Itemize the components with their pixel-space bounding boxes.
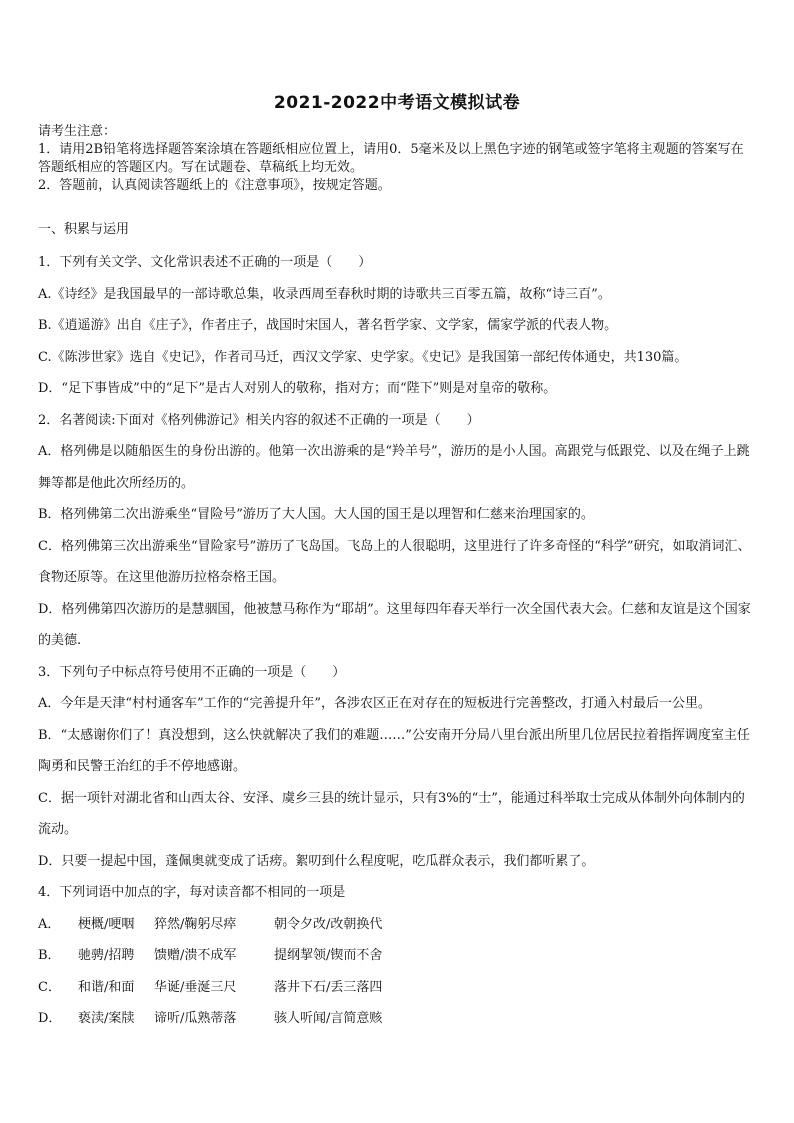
question-2-option-b: B．格列佛第二次出游乘坐“冒险号”游历了大人国。大人国的国王是以理智和仁慈来治理国家的。 [38,507,594,522]
question-4-option-c [38,972,756,1004]
option-label: D． [38,1011,62,1026]
word-pair-3: 骇人听闻/言简意赅 [274,1011,383,1026]
word-pair-1: 亵渎/案牍 [78,1011,135,1026]
notice-heading: 请考生注意： [38,124,117,139]
question-1-stem: 1．下列有关文学、文化常识表述不正确的一项是（ ） [38,255,372,270]
question-3-option-b: B．“太感谢你们了！真没想到，这么快就解决了我们的难题……”公安南开分局八里台派出所里几位居民拉着指挥调度室主任陶勇和民警王治红的手不停地感谢。 [38,727,750,774]
question-4-option-a [38,909,756,941]
question-4-stem: 4．下列词语中加点的字，每对读音都不相同的一项是 [38,885,346,900]
word-pair-3: 朝令夕改/改朝换代 [274,916,383,932]
word-pair-2: 华诞/垂涎三尺 [154,979,237,995]
word-pair-2: 猝然/鞠躬尽瘁 [154,916,237,932]
word-pair-2: 谛听/瓜熟蒂落 [154,1011,237,1026]
option-label: B． [38,948,61,963]
option-label: C． [38,979,61,995]
question-1-option-a: A.《诗经》是我国最早的一部诗歌总集，收录西周至春秋时期的诗歌共三百零五篇，故称“诗三百”。 [38,286,611,302]
question-4-option-d [38,1003,756,1035]
section-heading: 一、积累与运用 [38,222,130,237]
word-pair-1: 梗概/哽咽 [78,916,135,932]
question-4-option-b [38,940,756,972]
question-1-option-c: C.《陈涉世家》选自《史记》，作者司马迁，西汉文学家、史学家。《史记》是我国第一部纪传体通史，共130篇。 [38,349,688,365]
question-2-option-a: A．格列佛是以随船医生的身份出游的。他第一次出游乘的是“羚羊号”，游历的是小人国。高跟党与低跟党、以及在绳子上跳舞等都是他此次所经历的。 [38,444,750,491]
word-pair-3: 落井下石/丢三落四 [274,979,383,995]
notice-item-2: 2．答题前，认真阅读答题纸上的《注意事项》，按规定答题。 [38,178,391,193]
question-2-stem: 2．名著阅读:下面对《格列佛游记》相关内容的叙述不正确的一项是（ ） [38,412,480,428]
question-3-option-d: D．只要一提起中国，蓬佩奥就变成了话痨。絮叨到什么程度呢，吃瓜群众表示，我们都听累了。 [38,853,595,869]
question-3-option-c: C．据一项针对湖北省和山西太谷、安泽、虞乡三县的统计显示，只有3%的“士”，能通过科举取士完成从体制外向体制内的流动。 [38,790,745,837]
question-3-option-a: A．今年是天津“村村通客车”工作的“完善提升年”，各涉农区正在对存在的短板进行完善整改，打通入村最后一公里。 [38,696,711,711]
word-pair-3: 提纲挈领/锲而不舍 [274,948,383,963]
question-1-option-d: D．“足下事皆成”中的“足下”是古人对别人的敬称，指对方；而“陛下”则是对皇帝的敬称。 [38,381,557,396]
word-pair-1: 驰骋/招聘 [78,948,135,963]
word-pair-2: 馈赠/溃不成军 [154,948,237,963]
question-3-stem: 3．下列句子中标点符号使用不正确的一项是（ ） [38,664,346,680]
notice-item-1: 1．请用2B铅笔将选择题答案涂填在答题纸相应位置上，请用0．5毫米及以上黑色字迹的钢笔或签字笔将主观题的答案写在答题纸相应的答题区内。写在试题卷、草稿纸上均无效。 [38,142,744,175]
question-2-option-c: C．格列佛第三次出游乘坐“冒险家号”游历了飞岛国。飞岛上的人很聪明，这里进行了许多奇怪的“科学”研究，如取消词汇、食物还原等。在这里他游历拉格奈格王国。 [38,538,751,585]
word-pair-1: 和谐/和面 [78,979,135,995]
question-2-option-d: D．格列佛第四次游历的是慧骃国，他被慧马称作为“耶胡”。这里每四年春天举行一次全国代表大会。仁慈和友谊是这个国家的美德. [38,601,751,648]
page-title: 2021-2022中考语文模拟试卷 [273,93,521,113]
option-label: A． [38,916,61,932]
question-1-option-b: B.《逍遥游》出自《庄子》，作者庄子，战国时宋国人，著名哲学家、文学家，儒家学派的代表人物。 [38,318,618,333]
